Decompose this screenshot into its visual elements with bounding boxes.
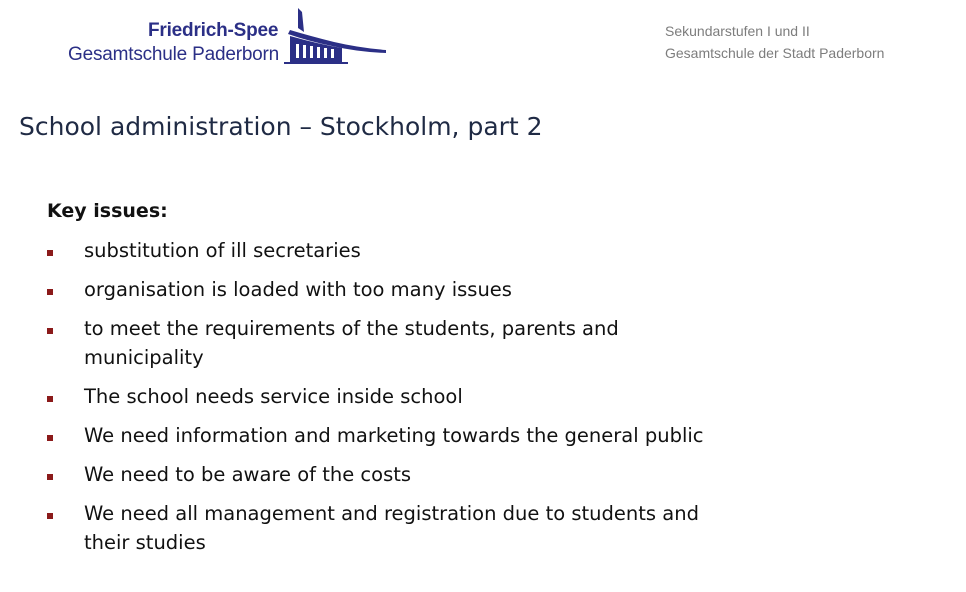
list-item-text: organisation is loaded with too many issues <box>84 278 512 301</box>
school-info <box>665 20 884 64</box>
list-item <box>47 236 744 265</box>
list-item-text: We need to be aware of the costs <box>84 463 412 486</box>
bullet-icon <box>47 513 53 519</box>
issues-list <box>47 236 747 557</box>
bullet-icon <box>47 328 53 334</box>
school-logo <box>66 6 396 70</box>
bullet-icon <box>47 435 53 441</box>
slide-title: School administration – Stockholm, part 2 <box>19 112 543 141</box>
logo-text-line2: Gesamtschule Paderborn <box>68 44 280 65</box>
list-item-text: We need all management and registration due to students and their studies <box>84 502 699 554</box>
key-issues-heading: Key issues: <box>47 200 168 222</box>
list-item <box>47 421 744 450</box>
list-item <box>47 314 744 372</box>
bullet-icon <box>47 474 53 480</box>
school-info-line2: Gesamtschule der Stadt Paderborn <box>665 45 885 61</box>
list-item-text: to meet the requirements of the students, parents and municipality <box>84 317 619 369</box>
slide-content <box>47 196 747 567</box>
list-item-text: We need information and marketing towards the general public <box>84 424 704 447</box>
church-building-icon <box>284 6 388 66</box>
bullet-icon <box>47 250 53 256</box>
list-item-text: The school needs service inside school <box>84 385 463 408</box>
school-info-line1: Sekundarstufen I und II <box>665 23 810 39</box>
list-item <box>47 460 744 489</box>
logo-text-line1: Friedrich-Spee <box>148 20 279 41</box>
list-item <box>47 499 744 557</box>
list-item <box>47 275 744 304</box>
list-item-text: substitution of ill secretaries <box>84 239 361 262</box>
bullet-icon <box>47 396 53 402</box>
list-item <box>47 382 744 411</box>
bullet-icon <box>47 289 53 295</box>
